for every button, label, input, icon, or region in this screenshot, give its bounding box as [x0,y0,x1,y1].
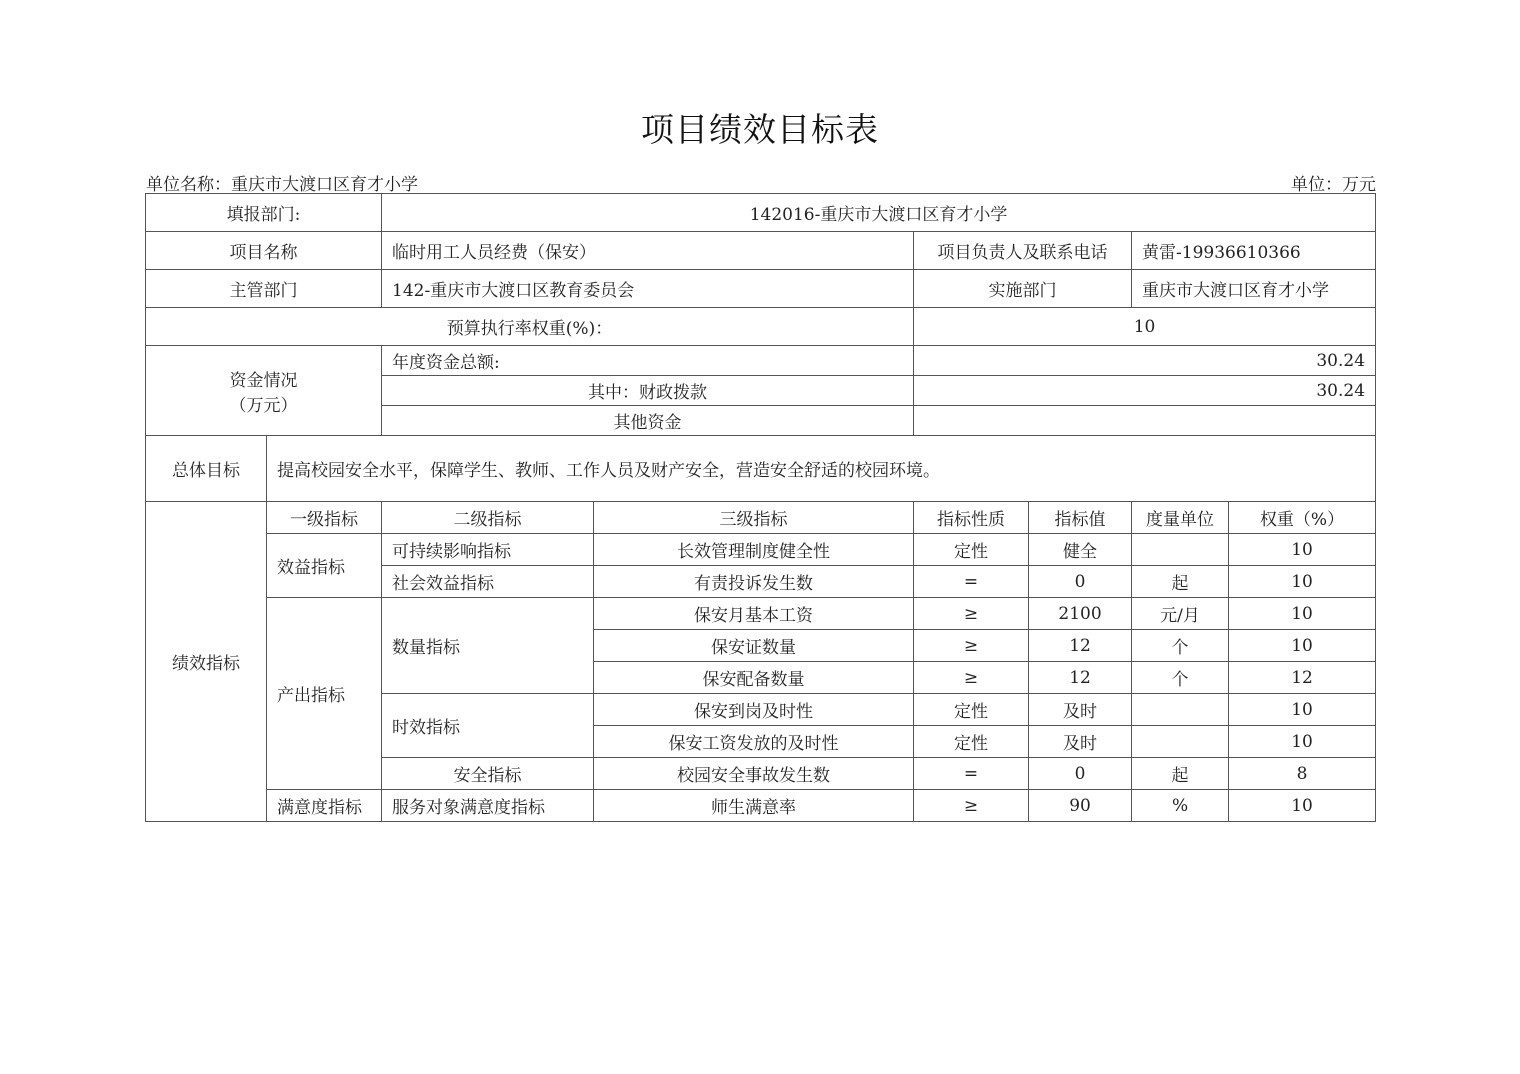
leader: 黄雷-19936610366 [1132,232,1376,270]
header-cell: 一级指标 [267,502,382,534]
budget-weight: 10 [914,308,1376,346]
level2-cell: 服务对象满意度指标 [382,790,594,822]
fund-title: 资金情况 [229,370,298,391]
indicator-nature: = [914,758,1029,790]
page-title: 项目绩效目标表 [641,110,879,149]
indicator-value: 0 [1029,758,1132,790]
authority: 142-重庆市大渡口区教育委员会 [382,270,914,308]
level2-cell: 可持续影响指标 [382,534,594,566]
indicator-value: 0 [1029,566,1132,598]
indicator-nature: = [914,566,1029,598]
table-row [146,232,1376,270]
impl-label: 实施部门 [914,270,1132,308]
indicator-nature: 定性 [914,726,1029,758]
performance-table [145,193,1376,822]
indicator-weight: 12 [1229,662,1376,694]
table-row [146,308,1376,346]
budget-weight-label: 预算执行率权重(%)： [146,308,914,346]
table-row [146,346,1376,376]
project-name-label: 项目名称 [146,232,382,270]
indicator-weight: 10 [1229,534,1376,566]
indicator-weight: 10 [1229,598,1376,630]
indicator-name: 师生满意率 [594,790,914,822]
indicator-weight: 10 [1229,726,1376,758]
indicator-weight: 10 [1229,566,1376,598]
indicator-nature: ≥ [914,790,1029,822]
indicator-unit: 元/月 [1132,598,1229,630]
project-name: 临时用工人员经费（保安） [382,232,914,270]
table-row [146,436,1376,502]
currency-unit: 单位：万元 [1291,175,1376,195]
indicator-name: 保安配备数量 [594,662,914,694]
indicator-weight: 10 [1229,790,1376,822]
impl: 重庆市大渡口区育才小学 [1132,270,1376,308]
table-row [146,534,1376,566]
fund-fiscal: 30.24 [914,376,1376,406]
fund-other-label: 其他资金 [382,406,914,436]
indicator-nature: ≥ [914,598,1029,630]
level1-cell: 效益指标 [267,534,382,598]
indicator-name: 保安月基本工资 [594,598,914,630]
table-row [146,790,1376,822]
indicator-nature: 定性 [914,694,1029,726]
indicator-unit [1132,534,1229,566]
indicator-name: 有责投诉发生数 [594,566,914,598]
indicator-name: 长效管理制度健全性 [594,534,914,566]
header-cell: 指标值 [1029,502,1132,534]
indicator-name: 保安证数量 [594,630,914,662]
indicator-unit [1132,694,1229,726]
table-row [146,270,1376,308]
indicator-value: 及时 [1029,726,1132,758]
leader-label: 项目负责人及联系电话 [914,232,1132,270]
level1-cell: 满意度指标 [267,790,382,822]
header-cell: 权重（%） [1229,502,1376,534]
dept-label: 填报部门: [146,194,382,232]
indicator-unit: 起 [1132,758,1229,790]
indicator-unit: % [1132,790,1229,822]
indicator-nature: ≥ [914,630,1029,662]
indicator-nature: 定性 [914,534,1029,566]
level2-cell: 时效指标 [382,694,594,758]
indicator-name: 校园安全事故发生数 [594,758,914,790]
indicator-value: 及时 [1029,694,1132,726]
indicator-value: 12 [1029,630,1132,662]
fund-total-label: 年度资金总额: [382,346,914,376]
indicator-unit [1132,726,1229,758]
table-row [146,598,1376,630]
table-row [146,502,1376,534]
indicator-nature: ≥ [914,662,1029,694]
indicator-value: 90 [1029,790,1132,822]
indicator-value: 12 [1029,662,1132,694]
indicator-unit: 起 [1132,566,1229,598]
header-cell: 指标性质 [914,502,1029,534]
indicator-value: 2100 [1029,598,1132,630]
indicator-unit: 个 [1132,662,1229,694]
header-cell: 二级指标 [382,502,594,534]
unit-name: 单位名称：重庆市大渡口区育才小学 [146,175,418,195]
indicator-unit: 个 [1132,630,1229,662]
header-cell: 三级指标 [594,502,914,534]
fund-fiscal-label: 其中：财政拨款 [382,376,914,406]
table-row [146,194,1376,232]
indicator-weight: 8 [1229,758,1376,790]
fund-other [914,406,1376,436]
header-cell: 度量单位 [1132,502,1229,534]
fund-total: 30.24 [914,346,1376,376]
level2-cell: 社会效益指标 [382,566,594,598]
fund-unit: （万元） [229,395,298,416]
level2-cell: 数量指标 [382,598,594,694]
level1-cell: 产出指标 [267,598,382,790]
goal-label: 总体目标 [146,436,267,502]
indicator-weight: 10 [1229,630,1376,662]
indicator-weight: 10 [1229,694,1376,726]
authority-label: 主管部门 [146,270,382,308]
fund-label [146,346,382,436]
indicator-name: 保安到岗及时性 [594,694,914,726]
dept-value: 142016-重庆市大渡口区育才小学 [382,194,1376,232]
level2-cell: 安全指标 [382,758,594,790]
goal: 提高校园安全水平，保障学生、教师、工作人员及财产安全，营造安全舒适的校园环境。 [267,436,1376,502]
indicators-label: 绩效指标 [146,502,267,822]
indicator-value: 健全 [1029,534,1132,566]
indicator-name: 保安工资发放的及时性 [594,726,914,758]
